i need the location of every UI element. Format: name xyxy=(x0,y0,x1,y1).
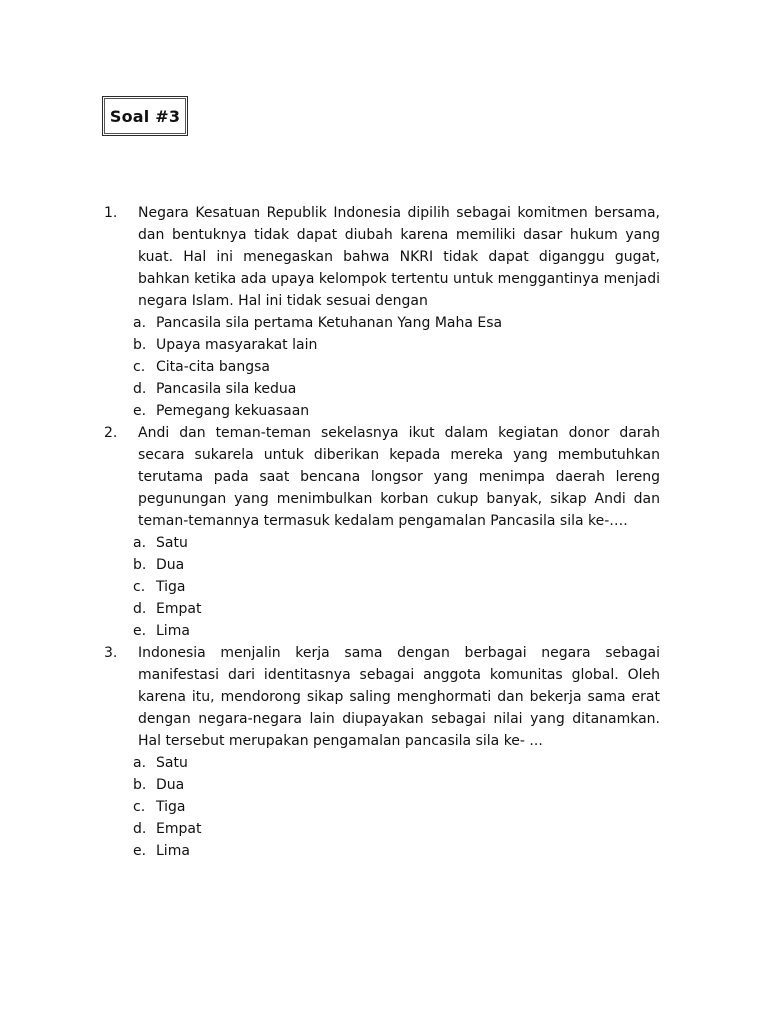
question-1 xyxy=(104,202,660,422)
option-text: Tiga xyxy=(156,579,186,595)
option-text: Pancasila sila pertama Ketuhanan Yang Maha Esa xyxy=(156,315,503,331)
option-letter: e. xyxy=(133,843,147,859)
option-b xyxy=(104,334,660,356)
option-list xyxy=(104,752,660,862)
option-text: Cita-cita bangsa xyxy=(156,359,270,375)
option-text: Empat xyxy=(156,821,202,837)
option-c xyxy=(104,576,660,598)
option-b xyxy=(104,554,660,576)
option-b xyxy=(104,774,660,796)
option-e xyxy=(104,840,660,862)
question-text: Negara Kesatuan Republik Indonesia dipilih sebagai komitmen bersama, dan bentuknya tidak dapat diubah karena memiliki dasar hukum yang kuat. Hal ini menegaskan bahwa NKRI tidak dapat diganggu gugat, bahkan ketika ada upaya kelompok tertentu untuk menggantinya menjadi negara Islam. Hal ini tidak sesuai dengan xyxy=(138,205,660,309)
option-text: Pemegang kekuasaan xyxy=(156,403,310,419)
option-letter: a. xyxy=(133,755,147,771)
option-letter: d. xyxy=(133,821,147,837)
question-list xyxy=(104,202,660,862)
option-d xyxy=(104,378,660,400)
option-letter: c. xyxy=(133,579,146,595)
option-letter: e. xyxy=(133,623,147,639)
option-a xyxy=(104,312,660,334)
option-text: Empat xyxy=(156,601,202,617)
option-letter: b. xyxy=(133,777,147,793)
option-a xyxy=(104,532,660,554)
option-text: Lima xyxy=(156,843,190,859)
option-e xyxy=(104,620,660,642)
option-c xyxy=(104,356,660,378)
question-2 xyxy=(104,422,660,642)
option-list xyxy=(104,312,660,422)
option-text: Satu xyxy=(156,755,188,771)
option-d xyxy=(104,818,660,840)
option-text: Satu xyxy=(156,535,188,551)
option-text: Dua xyxy=(156,777,185,793)
page-title: Soal #3 xyxy=(102,96,188,136)
question-number: 1. xyxy=(104,205,118,221)
option-text: Lima xyxy=(156,623,190,639)
question-number: 2. xyxy=(104,425,118,441)
option-letter: e. xyxy=(133,403,147,419)
option-letter: a. xyxy=(133,535,147,551)
question-text: Indonesia menjalin kerja sama dengan berbagai negara sebagai manifestasi dari identitasnya sebagai anggota komunitas global. Oleh karena itu, mendorong sikap saling menghormati dan bekerja sama erat dengan negara-negara lain diupayakan sebagai nilai yang ditanamkan. Hal tersebut merupakan pengamalan pancasila sila ke- ... xyxy=(138,645,660,749)
option-text: Tiga xyxy=(156,799,186,815)
option-e xyxy=(104,400,660,422)
question-text: Andi dan teman-teman sekelasnya ikut dalam kegiatan donor darah secara sukarela untuk diberikan kepada mereka yang membutuhkan terutama pada saat bencana longsor yang menimpa daerah lereng pegunungan yang menimbulkan korban cukup banyak, sikap Andi dan teman-temannya termasuk kedalam pengamalan Pancasila sila ke-…. xyxy=(138,425,660,529)
question-3 xyxy=(104,642,660,862)
option-letter: d. xyxy=(133,381,147,397)
option-d xyxy=(104,598,660,620)
option-text: Dua xyxy=(156,557,185,573)
option-letter: a. xyxy=(133,315,147,331)
option-list xyxy=(104,532,660,642)
question-number: 3. xyxy=(104,645,118,661)
option-letter: c. xyxy=(133,799,146,815)
option-text: Pancasila sila kedua xyxy=(156,381,297,397)
option-a xyxy=(104,752,660,774)
option-letter: b. xyxy=(133,337,147,353)
option-text: Upaya masyarakat lain xyxy=(156,337,318,353)
option-letter: c. xyxy=(133,359,146,375)
option-letter: d. xyxy=(133,601,147,617)
option-letter: b. xyxy=(133,557,147,573)
option-c xyxy=(104,796,660,818)
